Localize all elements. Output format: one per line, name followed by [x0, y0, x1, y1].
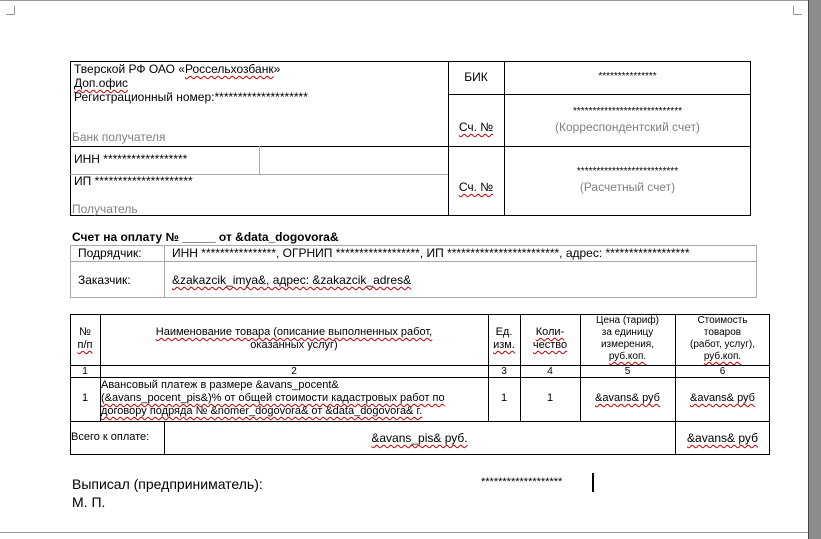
inn-kpp-divider — [259, 146, 260, 174]
recipient-ip: ИП ********************* — [74, 174, 193, 188]
col-number-5: 5 — [624, 366, 631, 377]
signature-value: ******************* — [481, 476, 563, 488]
account-caption: (Расчетный счет) — [579, 180, 676, 194]
bik-label: БИК — [464, 70, 488, 84]
margin-corner-top-left — [6, 6, 15, 15]
bank-row-divider — [70, 146, 751, 147]
header-unit: Ед. изм. — [493, 326, 515, 351]
parties-bottom-border — [70, 297, 757, 298]
row-description — [101, 379, 487, 418]
issued-by-label: Выписал (предприниматель): — [72, 476, 263, 492]
recipient-caption: Получатель — [72, 202, 138, 216]
workspace-background-right — [809, 0, 821, 539]
parties-right-border — [756, 245, 757, 297]
row-qty: 1 — [546, 392, 554, 404]
recipient-inn: ИНН ****************** — [74, 152, 188, 166]
col-number-1: 1 — [82, 366, 88, 377]
header-num: № п/п — [77, 326, 93, 351]
header-cost: Стоимость товаров (работ, услуг), руб.коп. — [689, 315, 756, 362]
goods-row-divider — [70, 421, 770, 422]
total-label: Всего к оплате: — [71, 431, 150, 443]
bank-recipient-caption: Банк получателя — [72, 130, 166, 144]
invoice-title: Счет на оплату № _____ от &data_dogovora& — [72, 230, 339, 244]
parties-left-border — [70, 245, 71, 297]
bank-name-line: Тверской РФ ОАО «Россельхозбанк» — [74, 62, 281, 76]
col-number-2: 2 — [291, 366, 297, 377]
row-price: &avans& руб — [594, 392, 660, 404]
row-unit: 1 — [500, 392, 508, 404]
col-number-4: 4 — [547, 366, 553, 377]
contractor-label: Подрядчик: — [78, 246, 142, 260]
bank-registration-number: Регистрационный номер:******************** — [74, 90, 308, 104]
text-cursor — [592, 473, 594, 492]
header-name: Наименование товара (описание выполненных работ, оказанных услуг) — [155, 326, 433, 351]
corr-account-label: Сч. № — [458, 120, 494, 134]
row-description-line-3: договору подряда № &nomer_dogovora& от &data_dogovora& г. — [101, 405, 423, 417]
total-in-words: &avans_pis& руб. — [371, 431, 468, 445]
customer-value: &zakazcik_imya&, адрес: &zakazcik_adres& — [172, 273, 412, 287]
row-cost: &avans& руб — [689, 392, 755, 404]
account-value: ************************** — [576, 166, 679, 177]
contractor-value: ИНН ****************, ОГРНИП ******************, ИП ************************, адрес: ****************** — [172, 246, 690, 260]
bank-office-line: Доп.офис — [74, 76, 129, 90]
corr-account-caption: (Корреспондентский счет) — [554, 120, 701, 134]
page-bottom-edge — [0, 532, 808, 533]
bik-value: *************** — [598, 71, 657, 82]
header-price: Цена (тариф) за единицу измерения, руб.коп. — [596, 315, 659, 362]
corr-account-value: **************************** — [573, 106, 682, 117]
stamp-label: М. П. — [72, 494, 106, 510]
col-number-3: 3 — [501, 366, 507, 377]
row-num: 1 — [81, 392, 89, 404]
row-description-line-1: Авансовый платеж в размере &avans_pocent& — [101, 379, 339, 391]
col-number-6: 6 — [719, 366, 726, 377]
page-top-edge — [0, 0, 808, 1]
row-description-line-2: (&avans_pocent_pis&)% от общей стоимости кадастровых работ по — [101, 392, 445, 404]
parties-row-divider — [70, 261, 757, 262]
header-qty: Коли- чество — [532, 326, 568, 351]
parties-col-divider — [164, 245, 165, 297]
margin-corner-top-right — [793, 6, 802, 15]
account-label: Сч. № — [458, 180, 494, 194]
total-value: &avans& руб — [687, 431, 758, 445]
bik-row-divider — [448, 94, 751, 95]
customer-label: Заказчик: — [78, 273, 131, 287]
